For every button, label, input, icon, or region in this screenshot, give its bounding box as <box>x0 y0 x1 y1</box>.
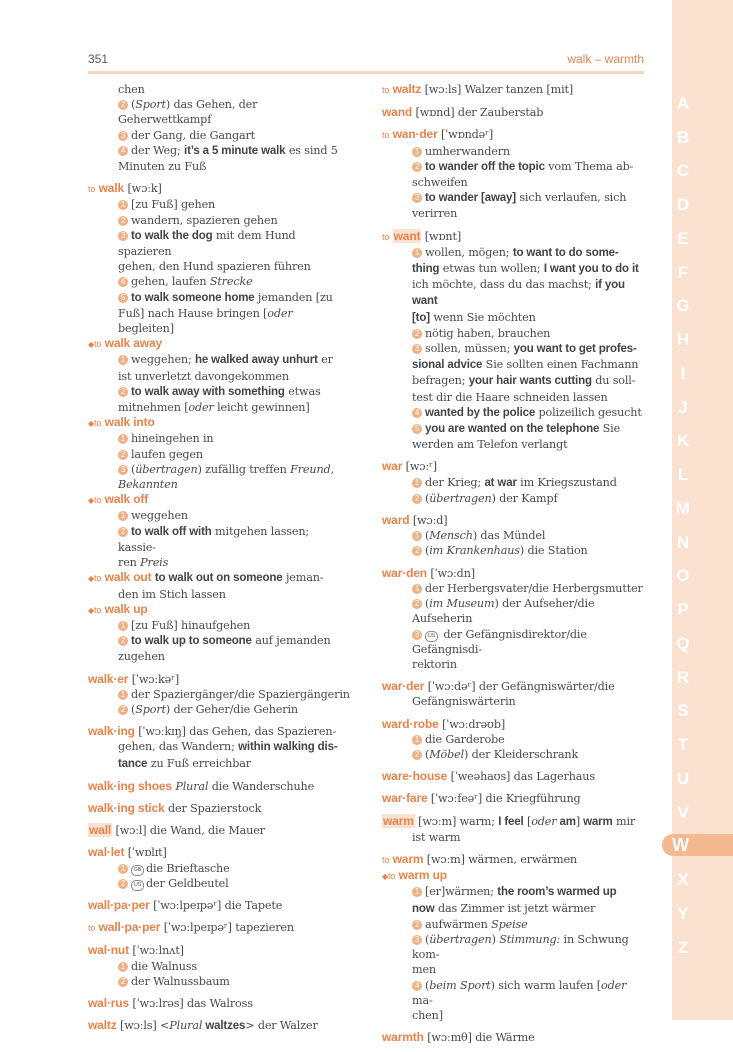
entry-warmth: warmth [wɔːmθ] die Wärme <box>382 1030 535 1045</box>
index-letter-i[interactable]: I <box>680 364 686 383</box>
entry-walking-stick: walk·ing stick der Spazierstock <box>88 800 262 815</box>
sense-2: 2 (im Museum) der Aufseher/die Aufseherin <box>412 597 595 626</box>
sense-2: 2 (im Krankenhaus) die Station <box>382 543 644 558</box>
entry-head: ◆to walk into <box>88 415 155 430</box>
entry-head: ◆to walk off <box>88 492 149 507</box>
sense-4: 4 der Weg; it’s a 5 minute walk es sind 5 <box>88 143 350 159</box>
diamond-icon: ◆ <box>88 340 95 350</box>
entry-head: to wan·der [ˈwɒndəʳ] <box>382 127 494 142</box>
index-letter-s[interactable]: S <box>677 701 689 720</box>
headword: walk·ing shoes <box>88 778 172 793</box>
headword: walk·ing <box>88 724 135 739</box>
headword: walk·er <box>88 671 129 686</box>
sense-3: 3 der Gang, die Gangart <box>88 128 350 143</box>
sense-2: 2 (Sport) der Geher/die Geherin <box>88 702 350 717</box>
sense-4: 4 (beim Sport) sich warm laufen [oder ma- <box>412 978 627 1007</box>
sense-line: Fuß] nach Hause bringen [oder begleiten] <box>118 306 293 336</box>
header-rule <box>88 71 644 74</box>
index-letter-k[interactable]: K <box>676 431 690 450</box>
sense-line: gehen, das Wandern; within walking dis- <box>118 740 338 754</box>
sense-line: schweifen <box>412 176 468 190</box>
left-column <box>88 82 350 1041</box>
sense-line: ist unverletzt davongekommen <box>118 369 289 383</box>
sense-1: 1 [zu Fuß] hinaufgehen <box>88 618 350 633</box>
headword: warmth <box>382 1030 424 1045</box>
sense-line: Bekannten <box>118 478 178 492</box>
sense-3: 3 to walk the dog mit dem Hund spazieren <box>118 228 296 259</box>
headword: war·der <box>382 679 425 694</box>
sense-1: 1 der Herbergsvater/die Herbergsmutter <box>382 581 644 596</box>
index-letter-a[interactable]: A <box>676 94 690 113</box>
sense-line: men <box>412 963 436 977</box>
sense-line: ich möchte, dass du das machst; if you want <box>412 278 625 308</box>
index-letter-n[interactable]: N <box>676 533 690 552</box>
sense-number-4: 4 <box>118 146 128 156</box>
index-letter-j[interactable]: J <box>678 398 688 417</box>
entry-to-walk <box>88 181 350 336</box>
entry-head: walk·ing [ˈwɔːkɪŋ] das Gehen, das Spazieren- <box>88 724 337 739</box>
right-column <box>382 82 644 1052</box>
sense-2: 2 der Walnussbaum <box>88 974 350 989</box>
entry-war <box>382 459 644 506</box>
pronunciation: [wɔːk] <box>127 182 162 196</box>
sense-2: 2 to walk off with mitgehen lassen; kassie- <box>118 524 310 554</box>
diamond-icon: ◆ <box>88 574 95 584</box>
sense-1: 1 der Spaziergänger/die Spaziergängerin <box>88 687 350 702</box>
entry-head: ◆to walk out to walk out on someone jeman- <box>88 570 324 585</box>
headword: wall·pa·per <box>88 897 150 912</box>
subentry-walk-into <box>88 415 350 492</box>
index-letter-x[interactable]: X <box>677 870 689 889</box>
headword: ward·robe <box>382 716 439 731</box>
index-letter-c[interactable]: C <box>676 161 690 180</box>
index-letter-t[interactable]: T <box>677 735 689 754</box>
entry-to-warm: to warm [wɔːm] wärmen, erwärmen <box>382 851 577 866</box>
headword: warm up <box>398 868 447 883</box>
sense-line: befragen; your hair wants cutting du soll- <box>412 374 636 388</box>
entry-wall: wall [wɔːl] die Wand, die Mauer <box>89 823 265 838</box>
sense-3: 3 (übertragen) zufällig treffen Freund, <box>88 462 350 477</box>
entry-warden <box>382 566 644 672</box>
sense-line: verirren <box>412 207 458 221</box>
index-letter-d[interactable]: D <box>676 195 690 214</box>
headword: wal·rus <box>88 995 129 1010</box>
sense-line: zugehen <box>118 650 165 664</box>
sense-line: ren Preis <box>118 556 169 570</box>
sense-2: 2 aufwärmen Speise <box>382 917 644 932</box>
entry-head: ward·robe [ˈwɔːdrəʊb] <box>382 716 506 731</box>
index-letter-p[interactable]: P <box>677 600 689 619</box>
headword: walk up <box>104 601 148 616</box>
us-icon: US <box>131 880 144 891</box>
headword: want <box>393 228 421 243</box>
entry-wallpaper: wall·pa·per [ˈwɔːlpeɪpəʳ] die Tapete <box>88 897 283 912</box>
entry-wallet <box>88 845 350 891</box>
sense-4: 4 gehen, laufen Strecke <box>88 274 350 289</box>
sense-1: 1 weggehen <box>88 508 350 523</box>
entry-wand: wand [wɒnd] der Zauberstab <box>382 105 544 120</box>
headword: wal·nut <box>88 943 129 958</box>
diamond-icon: ◆ <box>382 872 389 882</box>
running-header <box>88 52 644 68</box>
sense-1: 1 umherwandern <box>382 144 644 159</box>
subentry-walk-out <box>88 570 350 601</box>
sense-2: 2 to wander off the topic vom Thema ab- <box>382 159 644 175</box>
sense-line: den im Stich lassen <box>118 587 226 601</box>
index-letter-active[interactable] <box>662 834 733 856</box>
sense-number-3: 3 <box>118 131 128 141</box>
headword: walk <box>98 181 125 196</box>
sense-5: 5 to walk someone home jemanden [zu <box>88 290 350 306</box>
headword: walk into <box>104 415 155 430</box>
thumb-index <box>672 0 733 1020</box>
sense-line: chen] <box>412 1008 443 1022</box>
sense-2: 2 (Sport) das Gehen, der Geherwettkampf <box>118 98 258 127</box>
sense-1: 1 GB die Brieftasche <box>88 861 350 876</box>
sense-2: 2 laufen gegen <box>88 447 350 462</box>
entry-warfare: war·fare [ˈwɔːfeəʳ] die Kriegführung <box>382 791 581 806</box>
sense-line: mitnehmen [oder leicht gewinnen] <box>118 401 310 415</box>
entry-head: war [wɔːʳ] <box>382 459 437 474</box>
sense-line: tance zu Fuß erreichbar <box>118 756 251 770</box>
sense-line: [to] wenn Sie möchten <box>412 310 536 324</box>
sense-3: 3 US der Gefängnisdirektor/die Gefängnisdi- <box>412 627 587 656</box>
index-letter-z[interactable]: Z <box>677 938 689 957</box>
entry-head: to want [wɒnt] <box>382 228 462 243</box>
sense-5: 5 you are wanted on the telephone Sie <box>382 421 644 437</box>
index-letter-o[interactable]: O <box>676 566 690 585</box>
headword: wal·let <box>88 845 125 860</box>
diamond-icon: ◆ <box>88 419 95 429</box>
entry-head: war·der [ˈwɔːdəʳ] der Gefängniswärter/die <box>382 679 615 694</box>
entry-waltz: waltz [wɔːls] <Plural waltzes> der Walzer <box>88 1018 318 1033</box>
sense-line: Minuten zu Fuß <box>118 160 207 174</box>
sense-2: 2 to walk up to someone auf jemanden <box>88 633 350 649</box>
sense-line: gehen, den Hund spazieren führen <box>118 260 311 274</box>
gb-icon: GB <box>131 865 144 876</box>
headword: walk away <box>104 336 162 351</box>
index-letter-v[interactable]: V <box>677 803 689 822</box>
subentry-walk-off <box>88 492 350 570</box>
entry-to-want <box>382 229 644 453</box>
headword: wall·pa·per <box>98 920 161 935</box>
sense-number-2: 2 <box>118 100 128 110</box>
entry-head: ◆to walk away <box>88 336 162 351</box>
sense-2: 2 (Möbel) der Kleiderschrank <box>382 747 644 762</box>
sense-line: rektorin <box>412 657 457 671</box>
sense-1: 1 (Mensch) das Mündel <box>382 528 644 543</box>
headword: ware·house <box>382 769 448 784</box>
entry-head: war·den [ˈwɔːdn] <box>382 565 475 580</box>
sense-line: werden am Telefon verlangt <box>412 438 568 452</box>
us-icon: US <box>425 631 438 642</box>
headword: warm <box>392 851 424 866</box>
sense-line: Gefängniswärterin <box>412 695 516 709</box>
page-number: 351 <box>88 52 109 66</box>
entry-wardrobe <box>382 717 644 763</box>
sense-1: 1 wollen, mögen; to want to do some- <box>382 245 644 261</box>
sense-2: 2 to walk away with something etwas <box>88 384 350 400</box>
sense-3: 3 (übertragen) Stimmung: in Schwung kom- <box>412 932 629 962</box>
sense-3: 3 sollen, müssen; you want to get profes- <box>382 341 644 357</box>
index-letter-l[interactable]: L <box>677 465 689 484</box>
entry-walrus: wal·rus [ˈwɔːlrəs] das Walross <box>88 995 253 1010</box>
headword: walk out <box>104 570 152 585</box>
headword: wall <box>89 823 112 838</box>
sense-line: ist warm <box>412 830 461 844</box>
index-letter-h[interactable]: H <box>676 330 690 349</box>
sense-1: 1 die Garderobe <box>382 732 644 747</box>
sense-2: 2 nötig haben, brauchen <box>382 326 644 341</box>
entry-ward <box>382 513 644 559</box>
index-letter-e[interactable]: E <box>677 229 689 248</box>
entry-head: warm [wɔːm] warm; I feel [oder am] warm mir <box>383 813 636 828</box>
sense-line: test dir die Haare schneiden lassen <box>412 390 608 404</box>
index-letter-b[interactable]: B <box>676 128 690 147</box>
sense-4: 4 wanted by the police polizeilich gesucht <box>382 405 644 421</box>
entry-walnut <box>88 943 350 989</box>
headword: warm <box>383 813 414 828</box>
headword: waltz <box>392 82 422 96</box>
index-letter-m[interactable]: M <box>675 499 691 518</box>
running-title: walk – warmth <box>567 52 644 66</box>
index-letter-g[interactable]: G <box>676 296 690 315</box>
index-letter-r[interactable]: R <box>676 668 690 687</box>
subentry-warm-up <box>382 868 644 1023</box>
entry-to-wander <box>382 127 644 221</box>
diamond-icon: ◆ <box>88 605 95 615</box>
sense-3: 3 to wander [away] sich verlaufen, sich <box>382 190 644 206</box>
headword: war·den <box>382 565 427 580</box>
sense-1: 1 hineingehen in <box>88 431 350 446</box>
entry-warehouse: ware·house [ˈweəhaʊs] das Lagerhaus <box>382 769 595 784</box>
entry-warm <box>382 814 644 845</box>
headword: war·fare <box>382 791 428 806</box>
subentry-walk-up <box>88 602 350 665</box>
sense-line: sional advice Sie sollten einen Fachmann <box>412 358 639 372</box>
entry-walk-continued <box>88 82 350 174</box>
sense-2: 2 US der Geldbeutel <box>88 876 350 891</box>
index-letter-y[interactable]: Y <box>677 904 689 923</box>
sense-line: thing etwas tun wollen; I want you to do it <box>412 262 639 276</box>
diamond-icon: ◆ <box>88 496 95 506</box>
sense-2: 2 (übertragen) der Kampf <box>382 491 644 506</box>
headword: wand <box>382 105 413 120</box>
entry-head: to walk [wɔːk] <box>88 181 162 196</box>
sense-1: 1 die Walnuss <box>88 959 350 974</box>
sense-line: now das Zimmer ist jetzt wärmer <box>412 901 596 915</box>
sense-1: 1 weggehen; he walked away unhurt er <box>88 352 350 368</box>
entry-head: walk·er [ˈwɔːkəʳ] <box>88 671 180 686</box>
headword: waltz <box>88 1018 117 1033</box>
entry-head: ◆to walk up <box>88 601 148 616</box>
entry-walking-shoes: walk·ing shoes Plural die Wanderschuhe <box>88 778 315 793</box>
index-letter-q[interactable]: Q <box>676 634 690 653</box>
subentry-walk-away <box>88 336 350 415</box>
active-letter: W <box>672 835 689 855</box>
headword: wan·der <box>392 127 438 142</box>
headword: walk·ing stick <box>88 800 165 815</box>
sense-1: 1 [er]wärmen; the room’s warmed up <box>382 884 644 900</box>
entry-head: ◆to warm up <box>382 868 447 883</box>
sense-line: chen <box>118 83 145 96</box>
entry-walker <box>88 672 350 718</box>
sense-1: 1 [zu Fuß] gehen <box>88 197 350 212</box>
sense-2: 2 wandern, spazieren gehen <box>88 213 350 228</box>
entry-head: ward [wɔːd] <box>382 513 448 528</box>
entry-head: wal·let [ˈwɒlɪt] <box>88 845 167 860</box>
entry-walking <box>88 724 350 772</box>
entry-head: wal·nut [ˈwɔːlnʌt] <box>88 943 184 958</box>
sense-1: 1 der Krieg; at war im Kriegszustand <box>382 475 644 491</box>
headword: war <box>382 459 403 474</box>
entry-to-waltz: to waltz [wɔːls] Walzer tanzen [mit] <box>382 82 574 96</box>
headword: walk off <box>104 492 149 507</box>
index-letter-f[interactable]: F <box>677 263 689 282</box>
index-letter-u[interactable]: U <box>676 769 690 788</box>
headword: ward <box>382 513 410 528</box>
entry-to-wallpaper: to wall·pa·per [ˈwɔːlpeɪpəʳ] tapezieren <box>88 920 294 935</box>
entry-warder <box>382 679 644 709</box>
